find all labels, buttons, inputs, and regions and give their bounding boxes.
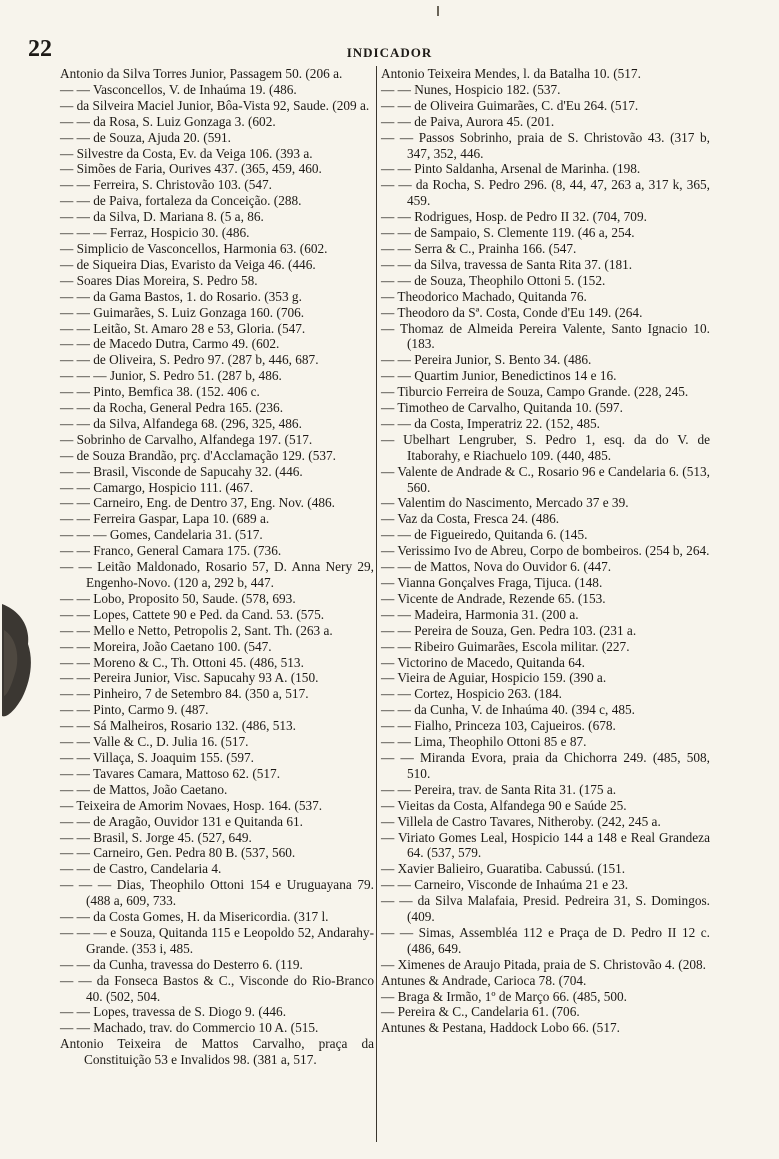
directory-entry: — — Pereira de Souza, Gen. Pedra 103. (231 a. — [381, 622, 637, 638]
directory-entry: — — Serra & C., Prainha 166. (547. — [381, 240, 577, 256]
directory-entry: — — da Silva Malafaia, Presid. Pedreira 31, S. Domingos. (409. — [381, 893, 710, 925]
column-divider — [376, 66, 377, 1142]
directory-entry: — — da Silva, Alfandega 68. (296, 325, 486. — [60, 415, 302, 431]
directory-entry: — — Lopes, Cattete 90 e Ped. da Cand. 53. (575. — [60, 606, 325, 622]
directory-entry: — — — Dias, Theophilo Ottoni 154 e Uruguayana 79. (488 a, 609, 733. — [60, 877, 374, 909]
directory-entry: — — Camargo, Hospicio 111. (467. — [60, 479, 254, 495]
directory-entry: — Timotheo de Carvalho, Quitanda 10. (597. — [381, 400, 623, 416]
directory-entry: — Teixeira de Amorim Novaes, Hosp. 164. (537. — [60, 797, 323, 813]
directory-entry: — — Pinto Saldanha, Arsenal de Marinha. (198. — [381, 161, 641, 177]
directory-entry: — — da Costa Gomes, H. da Misericordia. (317 l. — [60, 909, 329, 925]
directory-entry: — Pereira & C., Candelaria 61. (706. — [381, 1004, 580, 1020]
directory-entry: — Villela de Castro Tavares, Nitheroby. (242, 245 a. — [381, 813, 661, 829]
page-number: 22 — [28, 36, 52, 62]
directory-entry: — Theodoro da Sª. Costa, Conde d'Eu 149. (264. — [381, 304, 643, 320]
directory-entry: — — de Paiva, Aurora 45. (201. — [381, 113, 555, 129]
directory-entry: Antunes & Andrade, Carioca 78. (704. — [381, 972, 587, 988]
directory-entry: — Verissimo Ivo de Abreu, Corpo de bombeiros. (254 b, 264. — [381, 543, 710, 559]
directory-entry: — Soares Dias Moreira, S. Pedro 58. — [60, 272, 258, 288]
directory-entry: — — da Rocha, S. Pedro 296. (8, 44, 47, 263 a, 317 k, 365, 459. — [381, 177, 710, 209]
directory-entry: — — Tavares Camara, Mattoso 62. (517. — [60, 765, 281, 781]
directory-entry: — — Vasconcellos, V. de Inhaúma 19. (486. — [60, 81, 297, 97]
directory-entry: — de Siqueira Dias, Evaristo da Veiga 46. (446. — [60, 256, 316, 272]
directory-entry: — — Guimarães, S. Luiz Gonzaga 160. (706. — [60, 304, 305, 320]
directory-entry: — — Nunes, Hospicio 182. (537. — [381, 81, 561, 97]
directory-entry: — — da Gama Bastos, 1. do Rosario. (353 g. — [60, 288, 302, 304]
directory-entry: — — de Mattos, Nova do Ouvidor 6. (447. — [381, 559, 612, 575]
directory-entry: — Theodorico Machado, Quitanda 76. — [381, 288, 587, 304]
directory-entry: — — Mello e Netto, Petropolis 2, Sant. Th. (263 a. — [60, 622, 333, 638]
directory-entry: — — de Souza, Theophilo Ottoni 5. (152. — [381, 272, 606, 288]
directory-entry: — — de Aragão, Ouvidor 131 e Quitanda 61. — [60, 813, 303, 829]
directory-entry: — Simões de Faria, Ourives 437. (365, 459, 460. — [60, 161, 322, 177]
directory-entry: — — da Silva, D. Mariana 8. (5 a, 86. — [60, 209, 264, 225]
directory-entry: — — Ribeiro Guimarães, Escola militar. (227. — [381, 638, 630, 654]
directory-entry: Antonio da Silva Torres Junior, Passagem 50. (206 a. — [60, 66, 343, 81]
binding-ink-blot — [0, 600, 36, 720]
directory-entry: — — Brasil, Visconde de Sapucahy 32. (446. — [60, 463, 303, 479]
directory-entry: — — Machado, trav. do Commercio 10 A. (515. — [60, 1020, 319, 1036]
directory-entry: — Victorino de Macedo, Quitanda 64. — [381, 654, 585, 670]
directory-entry: — — — Junior, S. Pedro 51. (287 b, 486. — [60, 368, 282, 384]
directory-entry: Antunes & Pestana, Haddock Lobo 66. (517. — [381, 1020, 620, 1036]
directory-entry: — — da Fonseca Bastos & C., Visconde do Rio-Branco 40. (502, 504. — [60, 972, 374, 1004]
directory-entry: — — de Souza, Ajuda 20. (591. — [60, 129, 231, 145]
directory-entry: Antonio Teixeira Mendes, l. da Batalha 10. (517. — [381, 66, 641, 81]
page-corner-mark — [437, 6, 439, 16]
directory-entry: — — Quartim Junior, Benedictinos 14 e 16. — [381, 368, 617, 384]
directory-entry: — Thomaz de Almeida Pereira Valente, Santo Ignacio 10. (183. — [381, 320, 710, 352]
directory-entry: — — Fialho, Princeza 103, Cajueiros. (678. — [381, 718, 616, 734]
directory-entry: — Silvestre da Costa, Ev. da Veiga 106. (393 a. — [60, 145, 313, 161]
directory-entry: — — Pinto, Bemfica 38. (152. 406 c. — [60, 384, 260, 400]
directory-entry: — — Pereira Junior, S. Bento 34. (486. — [381, 352, 592, 368]
directory-entry: — Vianna Gonçalves Fraga, Tijuca. (148. — [381, 575, 603, 590]
directory-entry: — — de Mattos, João Caetano. — [60, 781, 228, 797]
right-column — [381, 66, 710, 1036]
directory-entry: — — Villaça, S. Joaquim 155. (597. — [60, 749, 254, 765]
directory-entry: — — — Ferraz, Hospicio 30. (486. — [60, 225, 250, 241]
directory-entry: — Braga & Irmão, 1º de Março 66. (485, 500. — [381, 988, 627, 1004]
directory-entry: — Vaz da Costa, Fresca 24. (486. — [381, 511, 560, 527]
directory-entry: — Sobrinho de Carvalho, Alfandega 197. (517. — [60, 431, 313, 447]
directory-entry: — — Leitão Maldonado, Rosario 57, D. Anna Nery 29, Engenho-Novo. (120 a, 292 b, 447. — [60, 559, 374, 590]
directory-entry: — — Pinto, Carmo 9. (487. — [60, 702, 209, 718]
directory-entry: — — da Rocha, General Pedra 165. (236. — [60, 400, 284, 416]
directory-entry: — — de Oliveira, S. Pedro 97. (287 b, 446, 687. — [60, 352, 319, 368]
directory-entry: — — Carneiro, Gen. Pedra 80 B. (537, 560. — [60, 845, 296, 861]
directory-entry: — — Carneiro, Eng. de Dentro 37, Eng. Nov. (486. — [60, 495, 335, 511]
directory-entry: — — de Figueiredo, Quitanda 6. (145. — [381, 527, 588, 543]
directory-entry: — — — Gomes, Candelaria 31. (517. — [60, 527, 263, 543]
directory-entry: — Vieitas da Costa, Alfandega 90 e Saúde 25. — [381, 797, 627, 813]
directory-entry: — — Lima, Theophilo Ottoni 85 e 87. — [381, 734, 587, 750]
directory-entry: — — Brasil, S. Jorge 45. (527, 649. — [60, 829, 252, 845]
directory-entry: — — — e Souza, Quitanda 115 e Leopoldo 52, Andarahy-Grande. (353 i, 485. — [60, 924, 374, 956]
directory-entry: — — Leitão, St. Amaro 28 e 53, Gloria. (547. — [60, 320, 306, 336]
directory-entry: — Vieira de Aguiar, Hospicio 159. (390 a. — [381, 670, 607, 686]
directory-entry: — — Madeira, Harmonia 31. (200 a. — [381, 606, 579, 622]
directory-entry: — da Silveira Maciel Junior, Bôa-Vista 92, Saude. (209 a. — [60, 97, 370, 113]
directory-entry: — — de Castro, Candelaria 4. — [60, 861, 222, 877]
directory-entry: — — Carneiro, Visconde de Inhaúma 21 e 23. — [381, 877, 629, 893]
directory-entry: — — da Costa, Imperatriz 22. (152, 485. — [381, 415, 600, 431]
directory-entry: Antonio Teixeira de Mattos Carvalho, praça da Constituição 53 e Invalidos 98. (381 a, 517. — [60, 1036, 374, 1068]
directory-entry: — — Pereira, trav. de Santa Rita 31. (175 a. — [381, 781, 617, 797]
directory-entry: — — Lopes, travessa de S. Diogo 9. (446. — [60, 1004, 287, 1020]
directory-entry: — — da Cunha, V. de Inhaúma 40. (394 c, 485. — [381, 702, 635, 718]
directory-entry: — — Passos Sobrinho, praia de S. Christovão 43. (317 b, 347, 352, 446. — [381, 129, 710, 161]
directory-entry: — — Miranda Evora, praia da Chichorra 249. (485, 508, 510. — [381, 749, 710, 781]
directory-entry: — Viriato Gomes Leal, Hospicio 144 a 148 e Real Grandeza 64. (537, 579. — [381, 829, 710, 861]
directory-entry: — — Rodrigues, Hosp. de Pedro II 32. (704, 709. — [381, 209, 647, 225]
running-head: INDICADOR — [346, 45, 433, 60]
directory-entry: — — Cortez, Hospicio 263. (184. — [381, 686, 562, 702]
directory-entry: — Tiburcio Ferreira de Souza, Campo Grande. (228, 245. — [381, 384, 689, 400]
directory-entry: — — Ferreira Gaspar, Lapa 10. (689 a. — [60, 511, 270, 527]
directory-entry: — — Lobo, Proposito 50, Saude. (578, 693. — [60, 590, 296, 606]
directory-entry: — — Simas, Assembléa 112 e Praça de D. Pedro II 12 c. (486, 649. — [381, 924, 710, 956]
directory-entry: — — de Macedo Dutra, Carmo 49. (602. — [60, 336, 280, 352]
directory-entry: — — de Oliveira Guimarães, C. d'Eu 264. (517. — [381, 97, 639, 113]
directory-entry: — — da Cunha, travessa do Desterro 6. (119. — [60, 956, 303, 972]
directory-entry: — — Ferreira, S. Christovão 103. (547. — [60, 177, 272, 193]
left-column — [60, 66, 374, 1068]
directory-entry: — Ximenes de Araujo Pitada, praia de S. Christovão 4. (208. — [381, 956, 706, 972]
directory-entry: — — Pinheiro, 7 de Setembro 84. (350 a, 517. — [60, 686, 309, 702]
directory-entry: — — da Silva, travessa de Santa Rita 37. (181. — [381, 256, 633, 272]
directory-entry: — — Sá Malheiros, Rosario 132. (486, 513. — [60, 718, 297, 734]
directory-entry: — Ubelhart Lengruber, S. Pedro 1, esq. da do V. de Itaborahy, e Riachuelo 109. (440, 485. — [381, 431, 710, 463]
directory-entry: — — de Sampaio, S. Clemente 119. (46 a, 254. — [381, 225, 635, 241]
directory-entry: — Simplicio de Vasconcellos, Harmonia 63. (602. — [60, 240, 328, 256]
directory-entry: — — da Rosa, S. Luiz Gonzaga 3. (602. — [60, 113, 276, 129]
directory-entry: — de Souza Brandão, prç. d'Acclamação 129. (537. — [60, 447, 336, 463]
directory-entry: — — de Paiva, fortaleza da Conceição. (288. — [60, 193, 302, 209]
directory-entry: — Xavier Balieiro, Guaratiba. Cabussú. (151. — [381, 861, 626, 877]
directory-entry: — — Moreira, João Caetano 100. (547. — [60, 638, 272, 654]
directory-entry: — — Moreno & C., Th. Ottoni 45. (486, 513. — [60, 654, 304, 670]
directory-entry: — — Pereira Junior, Visc. Sapucahy 93 A. (150. — [60, 670, 319, 686]
directory-entry: — Valente de Andrade & C., Rosario 96 e Candelaria 6. (513, 560. — [381, 463, 710, 495]
directory-entry: — Vicente de Andrade, Rezende 65. (153. — [381, 590, 606, 606]
directory-entry: — Valentim do Nascimento, Mercado 37 e 39. — [381, 495, 629, 511]
directory-entry: — — Franco, General Camara 175. (736. — [60, 543, 282, 559]
directory-entry: — — Valle & C., D. Julia 16. (517. — [60, 734, 249, 750]
